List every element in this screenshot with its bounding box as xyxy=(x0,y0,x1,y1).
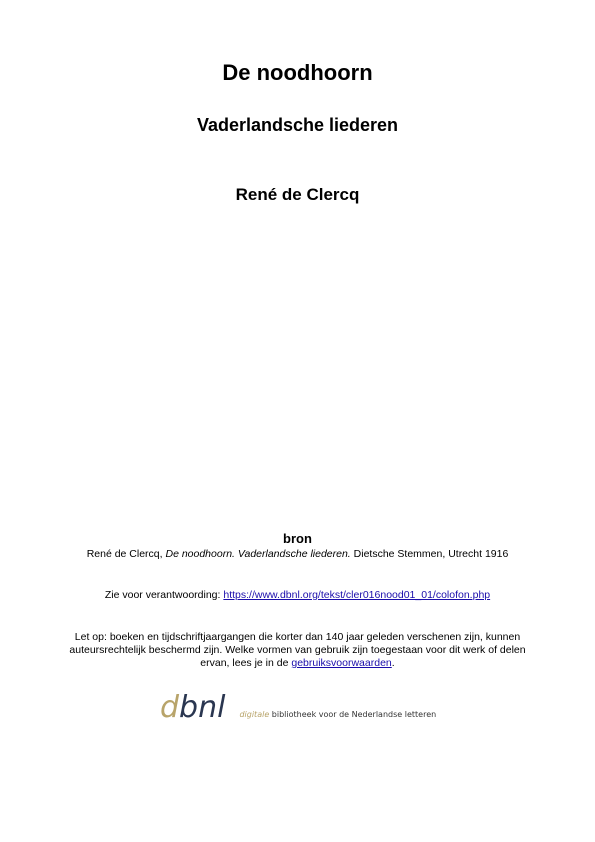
notice-end: . xyxy=(391,657,395,669)
bron-heading: bron xyxy=(283,531,312,546)
notice-text: Let op: boeken en tijdschriftjaargangen die korter dan 140 jaar geleden verschenen zijn, kunnen auteursrechtelijk beschermd zijn. Welke vormen van gebruik zijn toegestaan voor dit werk of delen ervan, lees je in de xyxy=(69,631,526,669)
responsibility-line xyxy=(0,589,595,601)
bron-suffix: Dietsche Stemmen, Utrecht 1916 xyxy=(350,548,509,560)
colofon-link[interactable]: https://www.dbnl.org/tekst/cler016nood01_01/colofon.php xyxy=(223,589,491,601)
book-author: René de Clercq xyxy=(235,185,360,204)
logo-bnl: bnl xyxy=(179,690,226,725)
tagline-accent: digitale xyxy=(239,710,270,719)
bron-work: De noodhoorn. Vaderlandsche liederen. xyxy=(165,548,351,560)
copyright-notice xyxy=(55,631,540,670)
dbnl-logo-row xyxy=(160,684,480,724)
terms-link[interactable]: gebruiksvoorwaarden xyxy=(291,657,392,669)
book-title: De noodhoorn xyxy=(222,60,373,85)
logo-d: d xyxy=(160,690,180,725)
tagline-rest: bibliotheek voor de Nederlandse letteren xyxy=(269,710,437,719)
responsibility-prefix: Zie voor verantwoording: xyxy=(104,589,224,601)
dbnl-tagline xyxy=(239,710,436,719)
dbnl-logo[interactable] xyxy=(160,692,225,724)
bron-prefix: René de Clercq, xyxy=(86,548,166,560)
book-subtitle: Vaderlandsche liederen xyxy=(196,115,399,135)
bron-citation xyxy=(0,548,595,560)
